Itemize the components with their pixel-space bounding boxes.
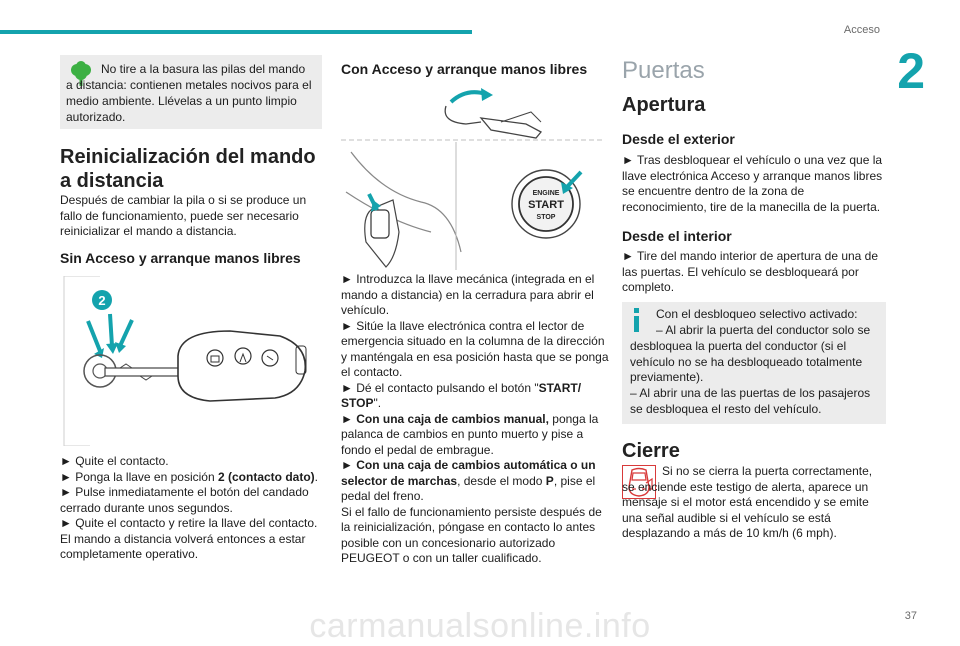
section-label: Acceso [843,24,880,36]
interior-text: ► Tire del mando interior de apertura de una de las puertas. El vehículo se desbloqueará por completo. [622,249,879,294]
opening-heading: Apertura [622,94,706,116]
step-2: ► Ponga la llave en posición 2 (contacto dato). [60,469,318,484]
handsfree-heading: Con Acceso y arranque manos libres [341,61,588,77]
key-ignition-illustration [60,276,322,446]
step-4: ► Quite el contacto y retire la llave del contacto. [60,516,318,530]
button-text-start: START [528,199,564,211]
position-label: 2 [98,293,106,308]
button-text-engine: ENGINE [532,190,560,197]
closing-heading: Cierre [622,440,680,462]
eco-note [60,55,322,129]
handsfree-p5: ► Con una caja de cambios automática o un selector de marchas, desde el modo P, pise el pedal del freno. [341,458,596,503]
note-line-3: – Al abrir una de las puertas de los pasajeros se desbloquea el resto del vehículo. [630,386,871,416]
watermark: carmanualsonline.info [309,607,651,645]
handsfree-start-illustration [341,82,603,270]
closing-text: Si no se cierra la puerta correctamente, se enciende este testigo de alerta, aparece un mensaje si el motor está encendido y se emite una señal audible si el vehículo se está desplazando a más de 10 km/h (6 mph). [622,464,873,540]
button-text-stop: STOP [536,214,556,221]
step-5: El mando a distancia volverá entonces a estar completamente operativo. [60,531,306,561]
exterior-text: ► Tras desbloquear el vehículo o una vez que la llave electrónica Acceso y arranque manos libres se encuentre dentro de la zona de reconocimiento, tire de la manecilla de la puerta. [622,153,883,214]
handsfree-p2: ► Sitúe la llave electrónica contra el lector de emergencia situado en la columna de la dirección y manténgala en esa posición hasta que se ponga el contacto. [341,318,609,379]
doors-title: Puertas [622,57,705,84]
handsfree-p4: ► Con una caja de cambios manual, ponga la palanca de cambios en punto muerto y pise a fondo el pedal de embrague. [341,411,599,457]
reinit-intro: Después de cambiar la pila o si se produce un fallo de funcionamiento, puede ser necesario reinicializar el mando a distancia. [60,193,307,238]
selective-unlock-note [622,302,886,424]
header-accent-bar [0,30,472,34]
step-1: ► Quite el contacto. [60,454,169,468]
interior-heading: Desde el interior [622,228,732,244]
subheading-no-handsfree: Sin Acceso y arranque manos libres [60,250,301,266]
reinit-heading: Reinicialización del mando a distancia [60,146,316,192]
handsfree-p6: Si el fallo de funcionamiento persiste después de la reinicialización, póngase en contacto lo antes posible con un concesionario autorizado PEUGEOT o con un taller cualificado. [341,504,602,565]
handsfree-p3: ► Dé el contacto pulsando el botón "START/ STOP". [341,380,582,410]
page-number: 37 [904,610,917,622]
step-3: ► Pulse inmediatamente el botón del candado cerrado durante unos segundos. [60,485,309,515]
chapter-number: 2 [897,43,925,99]
note-line-2: – Al abrir la puerta del conductor solo se desbloquea la puerta del conductor (si el vehículo no se ha desbloqueado totalmente previamente). [630,323,871,385]
eco-note-text: No tire a la basura las pilas del mando a distancia: contienen metales nocivos para el medio ambiente. Llévelas a un punto limpio autorizado. [66,62,312,124]
note-line-1: Con el desbloqueo selectivo activado: [656,307,858,321]
handsfree-p1: ► Introduzca la llave mecánica (integrada en el mando a distancia) en la cerradura para abrir el vehículo. [341,272,595,317]
exterior-heading: Desde el exterior [622,131,735,147]
